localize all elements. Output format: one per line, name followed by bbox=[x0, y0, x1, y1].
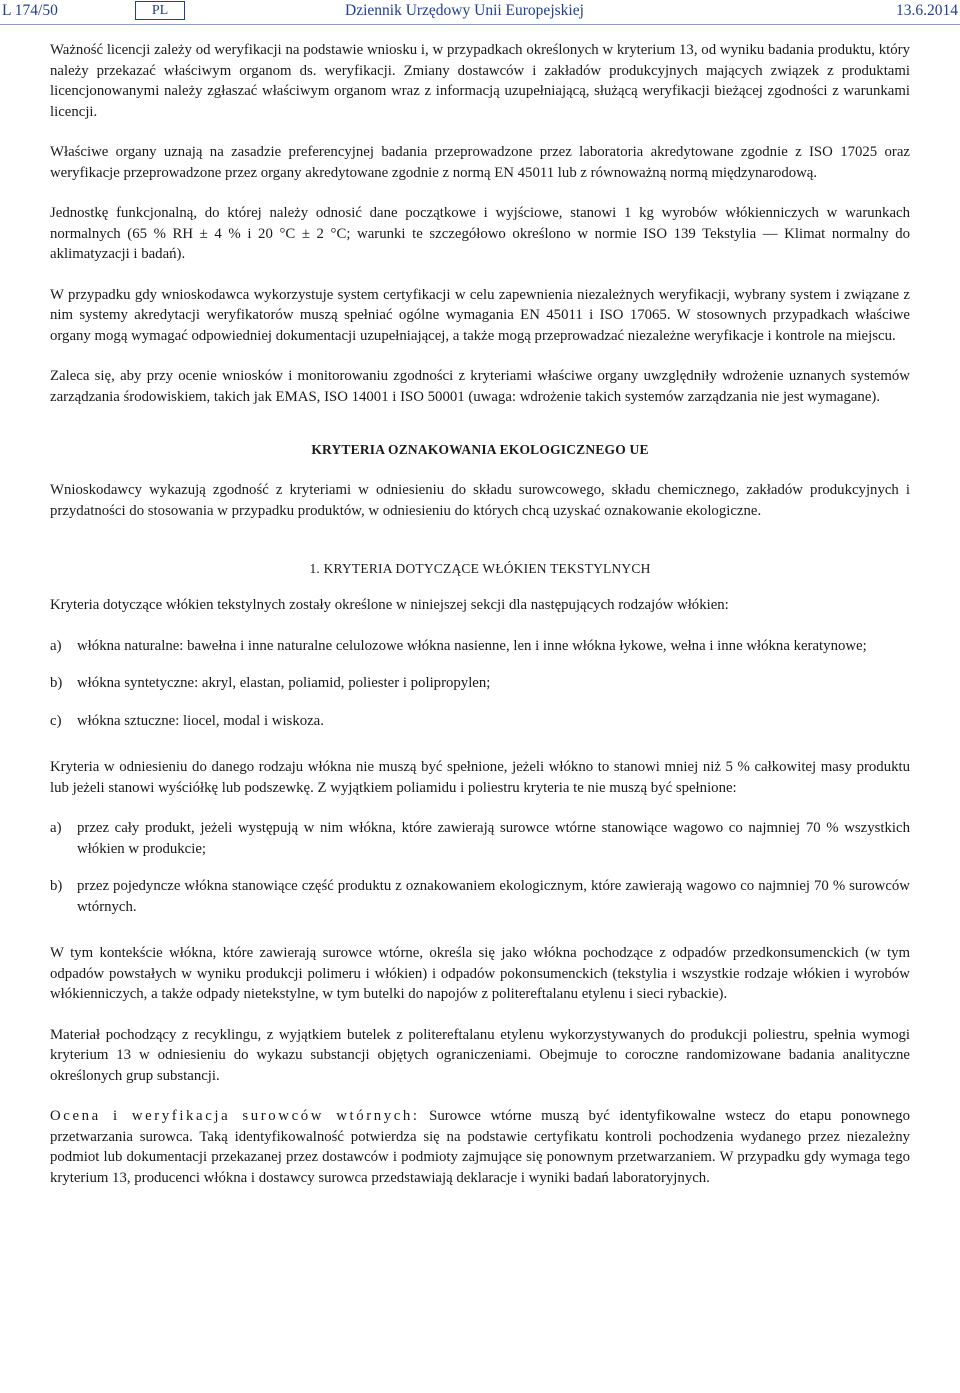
fibre-types-list bbox=[50, 636, 910, 732]
list-item bbox=[50, 711, 910, 732]
list-item bbox=[50, 673, 910, 694]
paragraph-recycled-material: Materiał pochodzący z recyklingu, z wyjątkiem butelek z politereftalanu etylenu wykorzystywanych do produkcji poliestru, spełnia wymogi kryterium 13 w odniesieniu do wykazu substancji objętych ograniczeniami. Obejmuje to coroczne randomizowane badania analityczne określonych grup substancji. bbox=[50, 1026, 910, 1084]
page-header bbox=[0, 0, 960, 24]
journal-title: Dziennik Urzędowy Unii Europejskiej bbox=[345, 2, 584, 19]
list-item-text: włókna syntetyczne: akryl, elastan, poliamid, poliester i polipropylen; bbox=[77, 675, 491, 691]
assessment-label: Ocena i weryfikacja surowców wtórnych: bbox=[50, 1108, 420, 1124]
paragraph-licence-validity: Ważność licencji zależy od weryfikacji na podstawie wniosku i, w przypadkach określonych w kryterium 13, od wyniku badania produktu, który należy przekazać właściwym organom ds. weryfikacji. Zmiany dostawców i zakładów produkcyjnych mających związek z produktami licencjonowanymi należy zgłaszać właściwym organom wraz z informacją uzupełniającą, służącą weryfikacji bieżącej zgodności z warunkami licencji. bbox=[50, 42, 910, 120]
list-item bbox=[50, 818, 910, 859]
paragraph-recycled-definition: W tym kontekście włókna, które zawierają surowce wtórne, określa się jako włókna pochodzące z odpadów przedkonsumenckich (w tym odpadów powstałych w wyniku produkcji polimeru i włókien) i odpadów pokonsumenckich (tekstylia i wszystkie rodzaje włókien i wyrobów włókienniczych, a także odpady nietekstylne, w tym butelki do napojów z politereftalanu etylenu i sieci rybackie). bbox=[50, 945, 910, 1002]
paragraph-fibre-exemption: Kryteria w odniesieniu do danego rodzaju włókna nie muszą być spełnione, jeżeli włókno to stanowi mniej niż 5 % całkowitej masy produktu lub jeżeli stanowi wyściółkę lub podszewkę. Z wyjątkiem poliamidu i poliestru kryteria te nie muszą być spełnione: bbox=[50, 759, 910, 796]
section-title-textile-fibres: 1. KRYTERIA DOTYCZĄCE WŁÓKIEN TEKSTYLNYCH bbox=[309, 561, 651, 576]
list-marker: c) bbox=[50, 712, 62, 729]
language-badge: PL bbox=[135, 1, 185, 20]
paragraph-functional-unit: Jednostkę funkcjonalną, do której należy odnosić dane początkowe i wyjściowe, stanowi 1 kg wyrobów włókienniczych w warunkach normalnych (65 % RH ± 4 % i 20 °C ± 2 °C; warunki te szczegółowo określono w normie ISO 139 Tekstylia — Klimat normalny do aklimatyzacji i badań). bbox=[50, 205, 910, 262]
list-marker: b) bbox=[50, 675, 63, 691]
list-item bbox=[50, 876, 910, 917]
paragraph-certification-system: W przypadku gdy wnioskodawca wykorzystuje system certyfikacji w celu zapewnienia niezależnych weryfikacji, wybrany system i związane z nim systemy akredytacji weryfikatorów muszą spełniać ogólne wymagania EN 45011 i ISO 17065. W stosownych przypadkach właściwe organy mogą wymagać odpowiedniej dokumentacji uzupełniającej, a także mogą przeprowadzać niezależne weryfikacje i kontrole na miejscu. bbox=[50, 286, 910, 344]
page-reference: L 174/50 bbox=[2, 2, 58, 19]
list-item-text: przez cały produkt, jeżeli występują w nim włókna, które zawierają surowce wtórne stanowiące wagowo co najmniej 70 % wszystkich włókien w produkcie; bbox=[77, 820, 910, 857]
list-item-text: włókna naturalne: bawełna i inne naturalne celulozowe włókna nasienne, len i inne włókna łykowe, wełna i inne włókna keratynowe; bbox=[77, 637, 867, 654]
criteria-heading: KRYTERIA OZNAKOWANIA EKOLOGICZNEGO UE bbox=[311, 442, 649, 457]
document-body bbox=[50, 40, 910, 1208]
assessment-text: Surowce wtórne muszą być identyfikowalne wstecz do etapu ponownego przetwarzania surowca. Taką identyfikowalność potwierdza się na podstawie certyfikatu kontroli pochodzenia wydanego przez niezależny podmiot lub dokumentacji przekazanej przez dostawców i podmioty zajmujące się ponownym przetwarzaniem. W przypadku gdy wymaga tego kryterium 13, producenci włókna i dostawcy surowca przedstawiają deklaracje i wyniki badań laboratoryjnych. bbox=[50, 1108, 910, 1186]
paragraph-assessment-verification bbox=[50, 1106, 910, 1188]
header-divider bbox=[0, 24, 960, 25]
paragraph-fibre-types-intro: Kryteria dotyczące włókien tekstylnych zostały określone w niniejszej sekcji dla następujących rodzajów włókien: bbox=[50, 597, 729, 613]
list-marker: a) bbox=[50, 820, 62, 836]
list-item-text: włókna sztuczne: liocel, modal i wiskoza. bbox=[77, 712, 324, 729]
paragraph-accreditation: Właściwe organy uznają na zasadzie preferencyjnej badania przeprowadzone przez laboratoria akredytowane zgodnie z ISO 17025 oraz weryfikacje przeprowadzone przez organy akredytowane zgodnie z normą EN 45011 lub z równoważną normą międzynarodową. bbox=[50, 144, 910, 181]
recycled-content-list bbox=[50, 818, 910, 917]
list-item bbox=[50, 636, 910, 657]
paragraph-environmental-management: Zaleca się, aby przy ocenie wniosków i monitorowaniu zgodności z kryteriami właściwe organy uwzględniły wdrożenie uznanych systemów zarządzania środowiskiem, takich jak EMAS, ISO 14001 i ISO 50001 (uwaga: wdrożenie takich systemów zarządzania nie jest wymagane). bbox=[50, 368, 910, 405]
publication-date: 13.6.2014 bbox=[896, 2, 958, 19]
list-marker: a) bbox=[50, 637, 62, 654]
list-item-text: przez pojedyncze włókna stanowiące część produktu z oznakowaniem ekologicznym, które zawierają wagowo co najmniej 70 % surowców wtórnych. bbox=[77, 878, 910, 915]
list-marker: b) bbox=[50, 878, 63, 894]
paragraph-applicants: Wnioskodawcy wykazują zgodność z kryteriami w odniesieniu do składu surowcowego, składu chemicznego, zakładów produkcyjnych i przydatności do stosowania w przypadku produktów, w odniesieniu do których chcą uzyskać oznakowanie ekologiczne. bbox=[50, 482, 910, 519]
